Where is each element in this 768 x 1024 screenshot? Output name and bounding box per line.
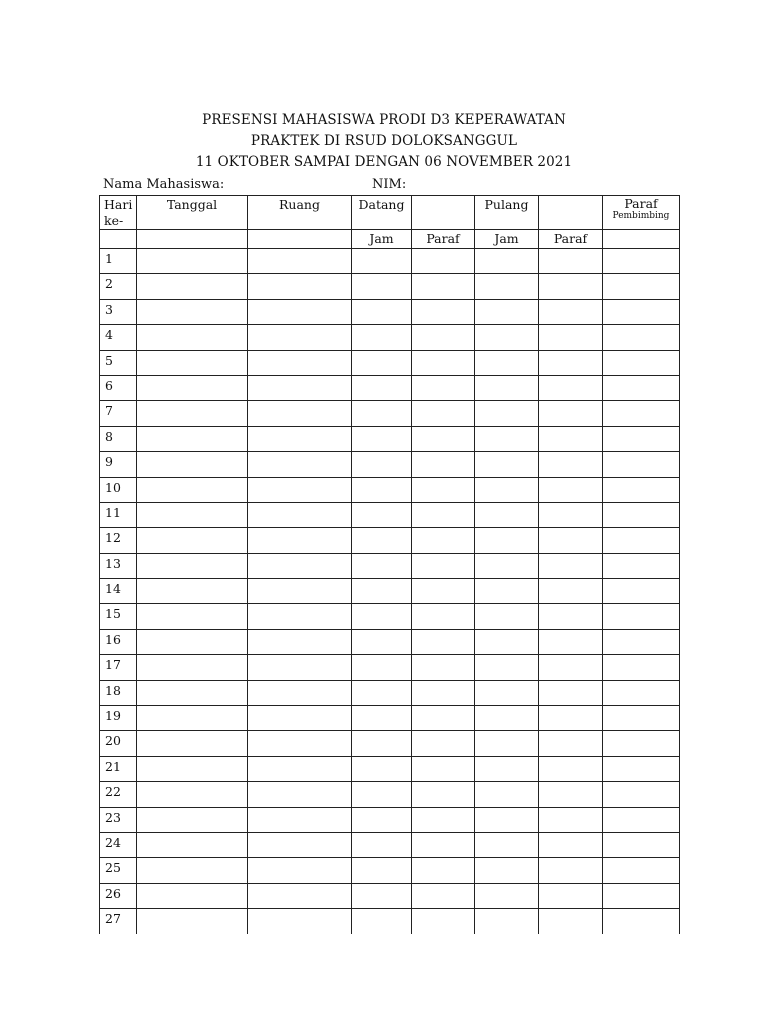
tanggal-cell[interactable] [137, 350, 248, 375]
tanggal-cell[interactable] [137, 299, 248, 324]
day-number: 6 [100, 375, 137, 400]
paraf-label: Paraf [624, 196, 658, 211]
table-row [100, 579, 680, 604]
table-row [100, 502, 680, 527]
tanggal-cell[interactable] [137, 604, 248, 629]
title-line-3: 11 OKTOBER SAMPAI DENGAN 06 NOVEMBER 2021 [195, 154, 573, 170]
table-row [100, 655, 680, 680]
pulang-jam-cell[interactable] [475, 375, 539, 400]
ruang-cell[interactable] [248, 782, 352, 807]
ruang-cell[interactable] [248, 680, 352, 705]
datang-jam-cell[interactable] [352, 325, 412, 350]
ruang-cell[interactable] [248, 452, 352, 477]
table-subheader-row [100, 230, 680, 249]
table-row [100, 528, 680, 553]
datang-paraf-cell[interactable] [412, 249, 475, 274]
pulang-paraf-cell[interactable] [539, 909, 603, 934]
pulang-jam-cell[interactable] [475, 426, 539, 451]
subheader-empty [248, 230, 352, 249]
datang-paraf-cell[interactable] [412, 502, 475, 527]
datang-paraf-cell[interactable] [412, 807, 475, 832]
tanggal-cell[interactable] [137, 731, 248, 756]
day-number: 2 [100, 274, 137, 299]
datang-paraf-cell[interactable] [412, 528, 475, 553]
datang-jam-cell[interactable] [352, 782, 412, 807]
ruang-cell[interactable] [248, 706, 352, 731]
day-number: 4 [100, 325, 137, 350]
day-number: 18 [100, 680, 137, 705]
pulang-paraf-cell[interactable] [539, 858, 603, 883]
tanggal-cell[interactable] [137, 528, 248, 553]
title-line-2: PRAKTEK DI RSUD DOLOKSANGGUL [250, 133, 518, 149]
paraf-pembimbing-cell[interactable] [603, 858, 680, 883]
ruang-cell[interactable] [248, 858, 352, 883]
datang-jam-cell[interactable] [352, 375, 412, 400]
pulang-paraf-cell[interactable] [539, 579, 603, 604]
day-number: 22 [100, 782, 137, 807]
datang-paraf-cell[interactable] [412, 299, 475, 324]
attendance-table [99, 195, 680, 934]
tanggal-cell[interactable] [137, 756, 248, 781]
ruang-cell[interactable] [248, 249, 352, 274]
table-row [100, 350, 680, 375]
paraf-pembimbing-cell[interactable] [603, 299, 680, 324]
datang-paraf-cell[interactable] [412, 426, 475, 451]
datang-paraf-cell[interactable] [412, 604, 475, 629]
table-row [100, 249, 680, 274]
datang-paraf-cell[interactable] [412, 782, 475, 807]
table-row [100, 883, 680, 908]
pulang-jam-cell[interactable] [475, 502, 539, 527]
paraf-pembimbing-cell[interactable] [603, 680, 680, 705]
paraf-pembimbing-cell[interactable] [603, 502, 680, 527]
datang-jam-cell[interactable] [352, 706, 412, 731]
ruang-cell[interactable] [248, 502, 352, 527]
subheader-empty [603, 230, 680, 249]
day-number: 10 [100, 477, 137, 502]
pulang-paraf-cell[interactable] [539, 477, 603, 502]
table-row [100, 401, 680, 426]
column-header-pulang: Pulang [475, 196, 539, 230]
column-header-hari: Hari ke- [100, 196, 137, 230]
ruang-cell[interactable] [248, 350, 352, 375]
subheader-empty [100, 230, 137, 249]
student-name-label: Nama Mahasiswa: [103, 177, 225, 192]
pulang-paraf-cell[interactable] [539, 401, 603, 426]
column-header-tanggal: Tanggal [137, 196, 248, 230]
pulang-paraf-cell[interactable] [539, 350, 603, 375]
day-number: 16 [100, 629, 137, 654]
table-row [100, 909, 680, 934]
pulang-paraf-cell[interactable] [539, 502, 603, 527]
pulang-jam-cell[interactable] [475, 629, 539, 654]
pulang-paraf-cell[interactable] [539, 883, 603, 908]
pulang-jam-cell[interactable] [475, 579, 539, 604]
pulang-paraf-cell[interactable] [539, 249, 603, 274]
day-number: 12 [100, 528, 137, 553]
datang-paraf-cell[interactable] [412, 375, 475, 400]
paraf-pembimbing-cell[interactable] [603, 909, 680, 934]
pulang-jam-cell[interactable] [475, 528, 539, 553]
datang-jam-cell[interactable] [352, 807, 412, 832]
pulang-paraf-cell[interactable] [539, 629, 603, 654]
datang-jam-cell[interactable] [352, 274, 412, 299]
ruang-cell[interactable] [248, 299, 352, 324]
datang-paraf-cell[interactable] [412, 680, 475, 705]
pulang-jam-cell[interactable] [475, 680, 539, 705]
datang-paraf-cell[interactable] [412, 756, 475, 781]
paraf-pembimbing-cell[interactable] [603, 426, 680, 451]
paraf-pembimbing-cell[interactable] [603, 401, 680, 426]
day-number: 7 [100, 401, 137, 426]
datang-jam-cell[interactable] [352, 604, 412, 629]
table-row [100, 604, 680, 629]
pulang-paraf-cell[interactable] [539, 807, 603, 832]
datang-jam-cell[interactable] [352, 426, 412, 451]
subheader-datang-paraf: Paraf [412, 230, 475, 249]
tanggal-cell[interactable] [137, 553, 248, 578]
pulang-jam-cell[interactable] [475, 325, 539, 350]
table-row [100, 706, 680, 731]
table-row [100, 731, 680, 756]
datang-paraf-cell[interactable] [412, 883, 475, 908]
table-row [100, 782, 680, 807]
day-number: 13 [100, 553, 137, 578]
table-row [100, 477, 680, 502]
datang-jam-cell[interactable] [352, 249, 412, 274]
table-row [100, 832, 680, 857]
datang-paraf-cell[interactable] [412, 350, 475, 375]
student-id-label: NIM: [372, 177, 407, 192]
pulang-jam-cell[interactable] [475, 350, 539, 375]
ruang-cell[interactable] [248, 401, 352, 426]
day-number: 20 [100, 731, 137, 756]
table-row [100, 629, 680, 654]
pulang-jam-cell[interactable] [475, 401, 539, 426]
pulang-paraf-cell[interactable] [539, 274, 603, 299]
tanggal-cell[interactable] [137, 274, 248, 299]
tanggal-cell[interactable] [137, 706, 248, 731]
tanggal-cell[interactable] [137, 325, 248, 350]
subheader-pulang-paraf: Paraf [539, 230, 603, 249]
pulang-jam-cell[interactable] [475, 706, 539, 731]
pulang-jam-cell[interactable] [475, 807, 539, 832]
tanggal-cell[interactable] [137, 426, 248, 451]
tanggal-cell[interactable] [137, 579, 248, 604]
tanggal-cell[interactable] [137, 807, 248, 832]
ruang-cell[interactable] [248, 375, 352, 400]
day-number: 19 [100, 706, 137, 731]
datang-paraf-cell[interactable] [412, 858, 475, 883]
datang-jam-cell[interactable] [352, 350, 412, 375]
pulang-paraf-cell[interactable] [539, 731, 603, 756]
ruang-cell[interactable] [248, 731, 352, 756]
day-number: 9 [100, 452, 137, 477]
pulang-paraf-cell[interactable] [539, 655, 603, 680]
paraf-pembimbing-cell[interactable] [603, 756, 680, 781]
ruang-cell[interactable] [248, 883, 352, 908]
pulang-jam-cell[interactable] [475, 832, 539, 857]
paraf-pembimbing-cell[interactable] [603, 655, 680, 680]
pulang-jam-cell[interactable] [475, 655, 539, 680]
pulang-jam-cell[interactable] [475, 731, 539, 756]
pulang-jam-cell[interactable] [475, 909, 539, 934]
pulang-paraf-cell[interactable] [539, 325, 603, 350]
day-number: 26 [100, 883, 137, 908]
ruang-cell[interactable] [248, 426, 352, 451]
table-row [100, 426, 680, 451]
datang-jam-cell[interactable] [352, 528, 412, 553]
datang-paraf-cell[interactable] [412, 909, 475, 934]
datang-paraf-cell[interactable] [412, 401, 475, 426]
datang-paraf-cell[interactable] [412, 629, 475, 654]
datang-jam-cell[interactable] [352, 832, 412, 857]
day-number: 8 [100, 426, 137, 451]
tanggal-cell[interactable] [137, 832, 248, 857]
paraf-pembimbing-cell[interactable] [603, 731, 680, 756]
paraf-pembimbing-cell[interactable] [603, 249, 680, 274]
ruang-cell[interactable] [248, 604, 352, 629]
day-number: 15 [100, 604, 137, 629]
datang-paraf-cell[interactable] [412, 477, 475, 502]
subheader-datang-jam: Jam [352, 230, 412, 249]
ruang-cell[interactable] [248, 274, 352, 299]
day-number: 11 [100, 502, 137, 527]
table-row [100, 299, 680, 324]
tanggal-cell[interactable] [137, 883, 248, 908]
tanggal-cell[interactable] [137, 375, 248, 400]
pulang-paraf-cell[interactable] [539, 426, 603, 451]
pulang-jam-cell[interactable] [475, 249, 539, 274]
paraf-pembimbing-cell[interactable] [603, 528, 680, 553]
pulang-jam-cell[interactable] [475, 782, 539, 807]
datang-jam-cell[interactable] [352, 502, 412, 527]
datang-paraf-cell[interactable] [412, 452, 475, 477]
ruang-cell[interactable] [248, 579, 352, 604]
pulang-jam-cell[interactable] [475, 553, 539, 578]
datang-paraf-cell[interactable] [412, 325, 475, 350]
datang-jam-cell[interactable] [352, 579, 412, 604]
pulang-paraf-cell[interactable] [539, 680, 603, 705]
pulang-paraf-cell[interactable] [539, 756, 603, 781]
datang-jam-cell[interactable] [352, 401, 412, 426]
pulang-jam-cell[interactable] [475, 604, 539, 629]
ruang-cell[interactable] [248, 832, 352, 857]
pulang-jam-cell[interactable] [475, 452, 539, 477]
datang-jam-cell[interactable] [352, 553, 412, 578]
day-number: 21 [100, 756, 137, 781]
subheader-empty [137, 230, 248, 249]
ruang-cell[interactable] [248, 477, 352, 502]
pulang-paraf-cell[interactable] [539, 832, 603, 857]
table-row [100, 680, 680, 705]
paraf-pembimbing-cell[interactable] [603, 274, 680, 299]
ruang-cell[interactable] [248, 807, 352, 832]
datang-jam-cell[interactable] [352, 909, 412, 934]
paraf-pembimbing-cell[interactable] [603, 477, 680, 502]
pulang-paraf-cell[interactable] [539, 604, 603, 629]
table-row [100, 807, 680, 832]
column-header-datang: Datang [352, 196, 412, 230]
column-header-empty [539, 196, 603, 230]
paraf-pembimbing-cell[interactable] [603, 325, 680, 350]
day-number: 24 [100, 832, 137, 857]
pulang-paraf-cell[interactable] [539, 553, 603, 578]
day-number: 3 [100, 299, 137, 324]
table-row [100, 325, 680, 350]
ruang-cell[interactable] [248, 325, 352, 350]
paraf-pembimbing-cell[interactable] [603, 375, 680, 400]
datang-paraf-cell[interactable] [412, 706, 475, 731]
paraf-pembimbing-cell[interactable] [603, 706, 680, 731]
paraf-pembimbing-cell[interactable] [603, 553, 680, 578]
ruang-cell[interactable] [248, 629, 352, 654]
pulang-paraf-cell[interactable] [539, 299, 603, 324]
ruang-cell[interactable] [248, 909, 352, 934]
datang-jam-cell[interactable] [352, 452, 412, 477]
datang-jam-cell[interactable] [352, 756, 412, 781]
column-header-paraf-pembimbing [603, 196, 680, 230]
table-row [100, 375, 680, 400]
ruang-cell[interactable] [248, 528, 352, 553]
datang-jam-cell[interactable] [352, 477, 412, 502]
title-line-1: PRESENSI MAHASISWA PRODI D3 KEPERAWATAN [202, 112, 566, 128]
pembimbing-label: Pembimbing [612, 211, 670, 221]
paraf-pembimbing-cell[interactable] [603, 832, 680, 857]
datang-paraf-cell[interactable] [412, 832, 475, 857]
datang-paraf-cell[interactable] [412, 655, 475, 680]
tanggal-cell[interactable] [137, 858, 248, 883]
datang-jam-cell[interactable] [352, 858, 412, 883]
paraf-pembimbing-cell[interactable] [603, 629, 680, 654]
paraf-pembimbing-cell[interactable] [603, 807, 680, 832]
paraf-pembimbing-cell[interactable] [603, 604, 680, 629]
ruang-cell[interactable] [248, 655, 352, 680]
table-row [100, 756, 680, 781]
tanggal-cell[interactable] [137, 655, 248, 680]
pulang-paraf-cell[interactable] [539, 782, 603, 807]
paraf-pembimbing-cell[interactable] [603, 350, 680, 375]
tanggal-cell[interactable] [137, 452, 248, 477]
column-header-empty [412, 196, 475, 230]
tanggal-cell[interactable] [137, 502, 248, 527]
day-number: 25 [100, 858, 137, 883]
tanggal-cell[interactable] [137, 629, 248, 654]
tanggal-cell[interactable] [137, 401, 248, 426]
ruang-cell[interactable] [248, 553, 352, 578]
pulang-jam-cell[interactable] [475, 756, 539, 781]
day-number: 5 [100, 350, 137, 375]
day-number: 1 [100, 249, 137, 274]
tanggal-cell[interactable] [137, 477, 248, 502]
datang-paraf-cell[interactable] [412, 553, 475, 578]
pulang-paraf-cell[interactable] [539, 528, 603, 553]
datang-paraf-cell[interactable] [412, 579, 475, 604]
datang-paraf-cell[interactable] [412, 731, 475, 756]
subheader-pulang-jam: Jam [475, 230, 539, 249]
table-row [100, 553, 680, 578]
datang-paraf-cell[interactable] [412, 274, 475, 299]
datang-jam-cell[interactable] [352, 629, 412, 654]
pulang-jam-cell[interactable] [475, 299, 539, 324]
tanggal-cell[interactable] [137, 249, 248, 274]
table-header-row [100, 196, 680, 230]
pulang-paraf-cell[interactable] [539, 706, 603, 731]
pulang-paraf-cell[interactable] [539, 452, 603, 477]
day-number: 14 [100, 579, 137, 604]
datang-jam-cell[interactable] [352, 731, 412, 756]
table-row [100, 274, 680, 299]
paraf-pembimbing-cell[interactable] [603, 883, 680, 908]
table-row [100, 858, 680, 883]
datang-jam-cell[interactable] [352, 680, 412, 705]
paraf-pembimbing-cell[interactable] [603, 452, 680, 477]
column-header-ruang: Ruang [248, 196, 352, 230]
datang-jam-cell[interactable] [352, 883, 412, 908]
paraf-pembimbing-cell[interactable] [603, 579, 680, 604]
pulang-jam-cell[interactable] [475, 883, 539, 908]
pulang-jam-cell[interactable] [475, 477, 539, 502]
tanggal-cell[interactable] [137, 680, 248, 705]
pulang-jam-cell[interactable] [475, 858, 539, 883]
day-number: 17 [100, 655, 137, 680]
datang-jam-cell[interactable] [352, 655, 412, 680]
pulang-paraf-cell[interactable] [539, 375, 603, 400]
ruang-cell[interactable] [248, 756, 352, 781]
tanggal-cell[interactable] [137, 782, 248, 807]
paraf-pembimbing-cell[interactable] [603, 782, 680, 807]
pulang-jam-cell[interactable] [475, 274, 539, 299]
table-row [100, 452, 680, 477]
day-number: 23 [100, 807, 137, 832]
datang-jam-cell[interactable] [352, 299, 412, 324]
day-number: 27 [100, 909, 137, 934]
tanggal-cell[interactable] [137, 909, 248, 934]
